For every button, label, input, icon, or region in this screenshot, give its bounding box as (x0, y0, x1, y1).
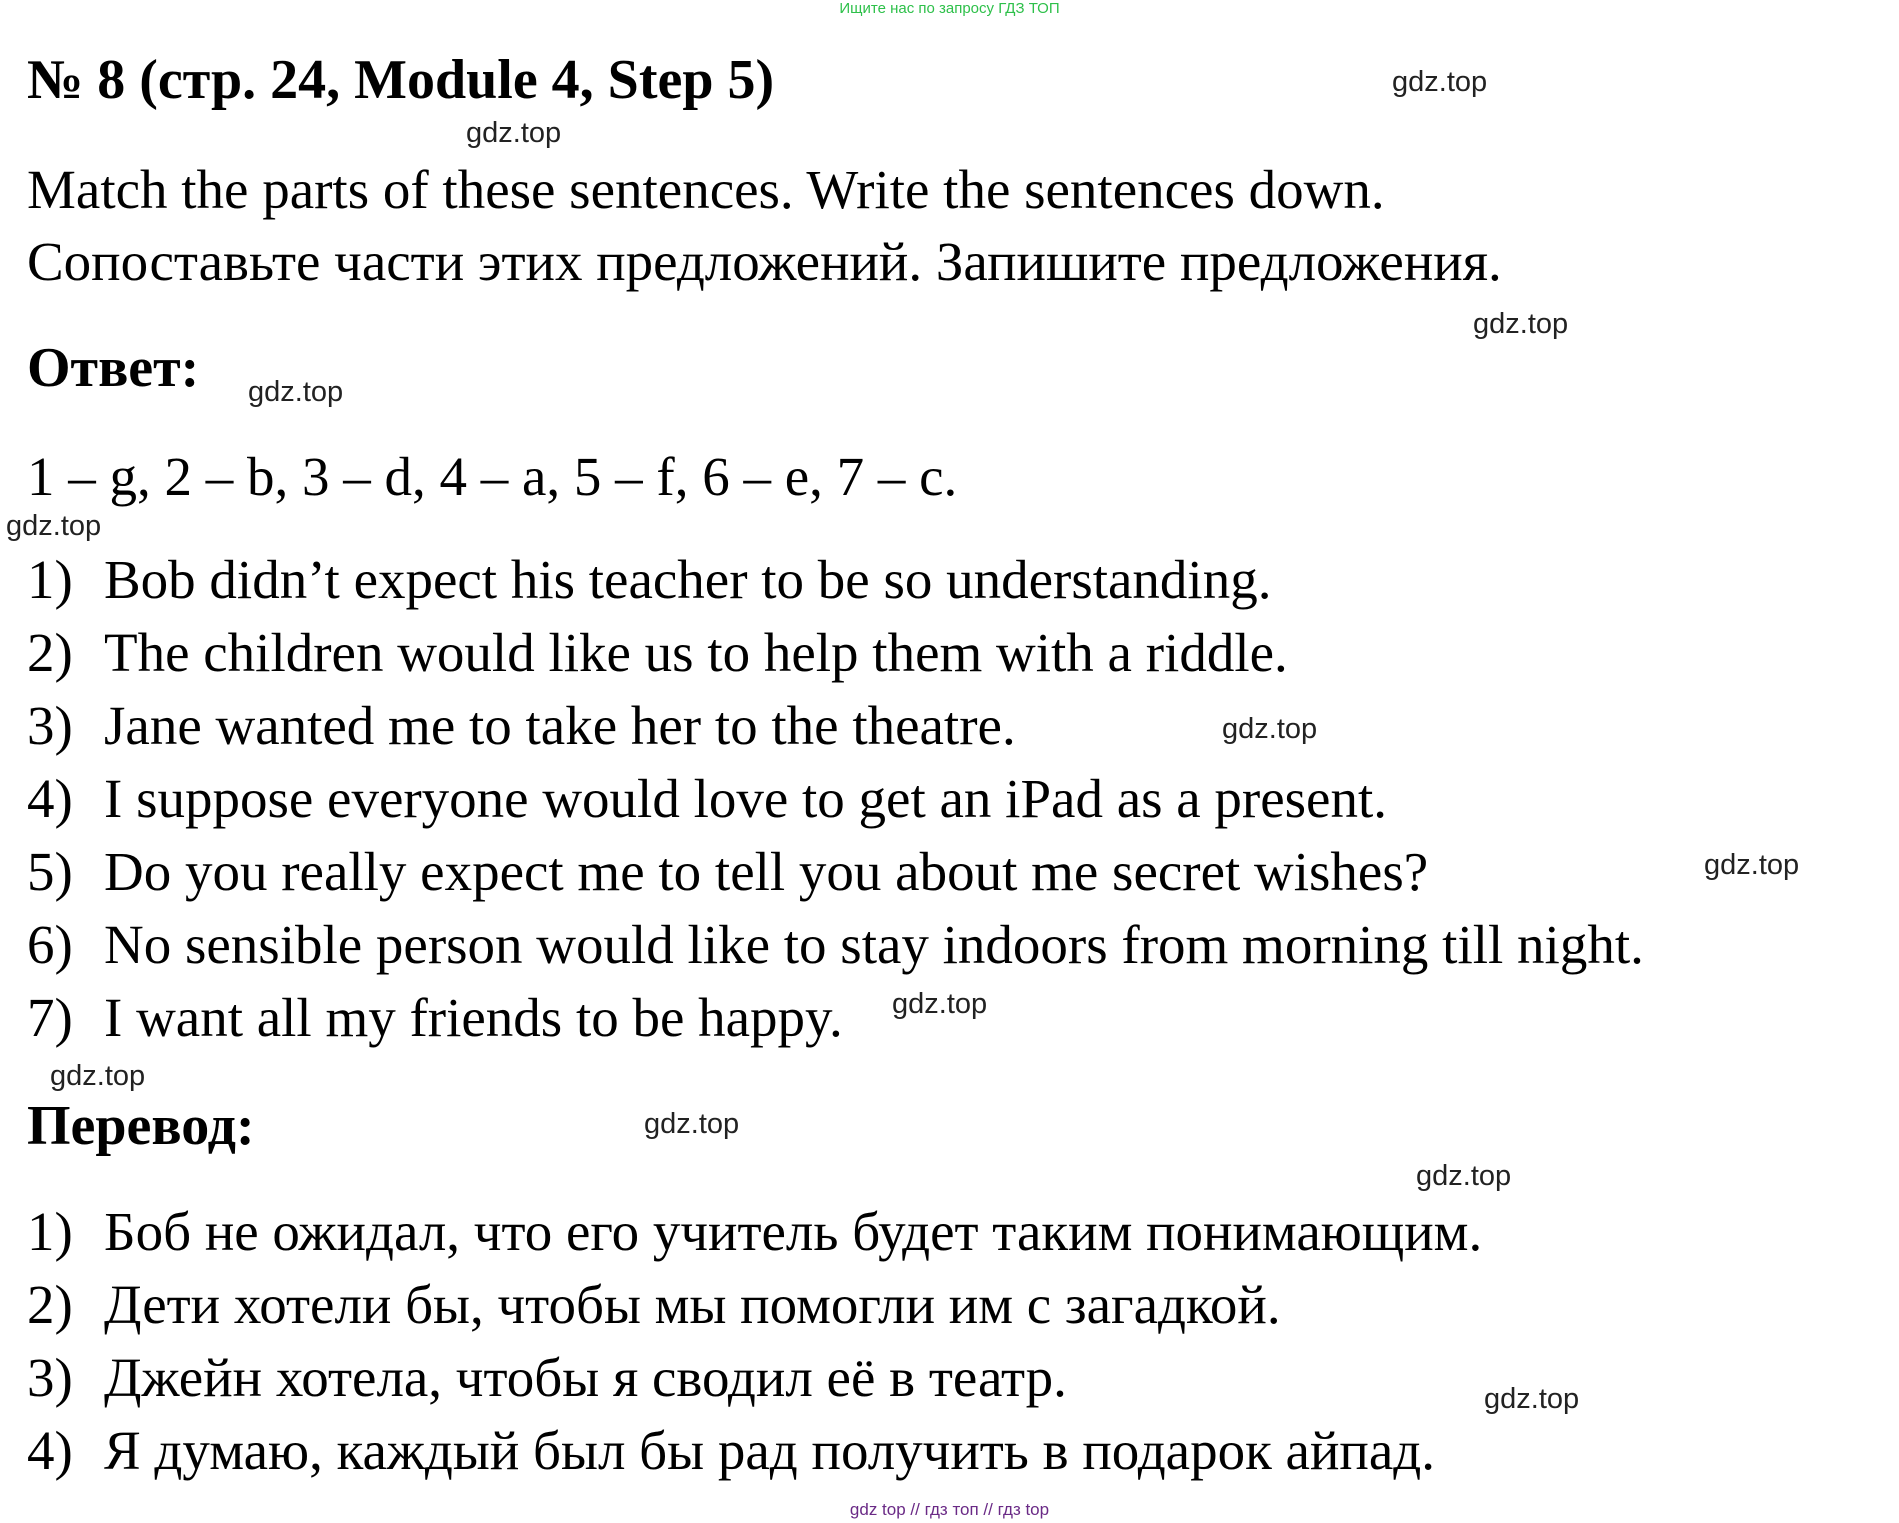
sentence-item (27, 840, 1428, 903)
translation-item (27, 1419, 1435, 1482)
item-text: No sensible person would like to stay indoors from morning till night. (104, 914, 1644, 975)
translation-item (27, 1273, 1281, 1336)
item-text: Bob didn’t expect his teacher to be so understanding. (104, 549, 1272, 610)
watermark: gdz.top (248, 376, 344, 408)
watermark: gdz.top (1392, 66, 1488, 98)
watermark: gdz.top (6, 510, 102, 542)
top-banner[interactable]: Ищите нас по запросу ГДЗ ТОП (839, 0, 1060, 17)
item-text: I suppose everyone would love to get an iPad as a present. (104, 768, 1387, 829)
instruction-english: Match the parts of these sentences. Write the sentences down. (27, 159, 1385, 220)
item-number: 7) (27, 987, 73, 1048)
sentence-item (27, 986, 843, 1049)
item-number: 4) (27, 768, 73, 829)
sentence-item (27, 767, 1387, 830)
sentence-item (27, 913, 1644, 976)
item-number: 2) (27, 1274, 73, 1335)
watermark: gdz.top (1704, 849, 1800, 881)
item-number: 1) (27, 1201, 73, 1262)
item-text: Do you really expect me to tell you about me secret wishes? (104, 841, 1429, 902)
item-number: 4) (27, 1420, 73, 1481)
item-text: I want all my friends to be happy. (104, 987, 843, 1048)
item-number: 2) (27, 622, 73, 683)
item-number: 6) (27, 914, 73, 975)
bottom-banner[interactable]: gdz top // гдз топ // гдз top (849, 1500, 1050, 1519)
watermark: gdz.top (1473, 308, 1569, 340)
watermark: gdz.top (1484, 1383, 1580, 1415)
answer-key: 1 – g, 2 – b, 3 – d, 4 – a, 5 – f, 6 – e, 7 – c. (27, 446, 958, 507)
page-title: № 8 (стр. 24, Module 4, Step 5) (27, 49, 775, 111)
item-text: Я думаю, каждый был бы рад получить в подарок айпад. (104, 1420, 1435, 1481)
item-number: 5) (27, 841, 73, 902)
watermark: gdz.top (892, 988, 988, 1020)
watermark: gdz.top (644, 1108, 740, 1140)
item-text: Боб не ожидал, что его учитель будет таким понимающим. (104, 1201, 1483, 1262)
item-number: 1) (27, 549, 73, 610)
sentence-item (27, 621, 1288, 684)
watermark: gdz.top (466, 117, 562, 149)
item-text: Jane wanted me to take her to the theatre. (104, 695, 1016, 756)
translation-item (27, 1200, 1482, 1263)
watermark: gdz.top (1416, 1160, 1512, 1192)
instruction-russian: Сопоставьте части этих предложений. Запишите предложения. (27, 231, 1502, 292)
item-number: 3) (27, 1347, 73, 1408)
translation-item (27, 1346, 1067, 1409)
item-text: Джейн хотела, чтобы я сводил её в театр. (104, 1347, 1067, 1408)
item-text: Дети хотели бы, чтобы мы помогли им с загадкой. (104, 1274, 1281, 1335)
translation-heading: Перевод: (27, 1095, 255, 1157)
sentence-item (27, 694, 1016, 757)
watermark: gdz.top (50, 1060, 146, 1092)
watermark: gdz.top (1222, 713, 1318, 745)
item-text: The children would like us to help them with a riddle. (104, 622, 1288, 683)
item-number: 3) (27, 695, 73, 756)
answer-heading: Ответ: (27, 337, 200, 399)
sentence-item (27, 548, 1271, 611)
